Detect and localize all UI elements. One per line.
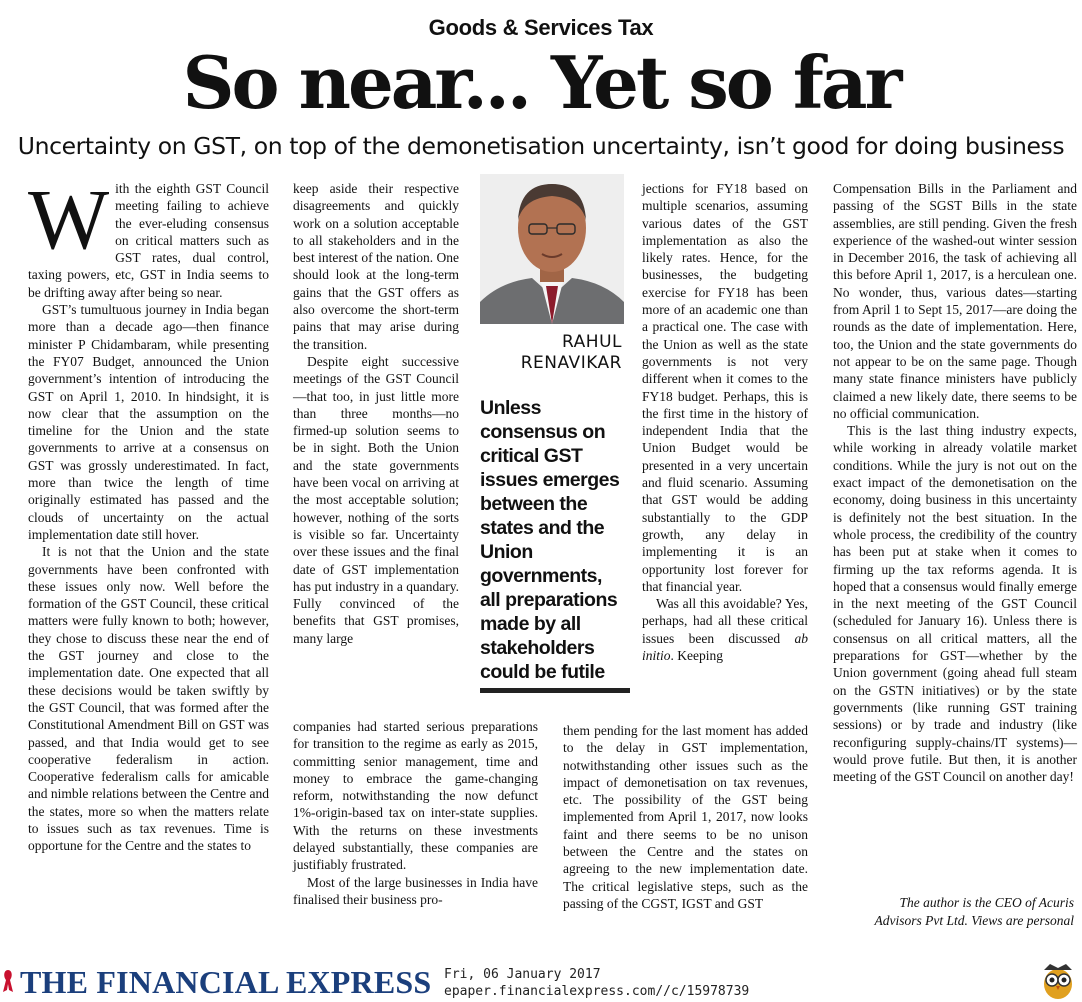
pull-quote: Unless consensus on critical GST issues emerges between the states and the Union governments, all preparations made by all stakeholders could be futile (480, 397, 620, 683)
author-first-name: RAHUL (562, 332, 622, 352)
article-paragraph: companies had started serious preparations for transition to the regime as early as 2015, committing senior management, time and money to embrace the game-changing reform, notwithstanding the now defunct 1%-origin-based tax on inter-state supplies. With the returns on these investments delayed substantially, these companies are justifiably frustrated. (293, 719, 538, 873)
article-column-3 (642, 180, 808, 664)
drop-cap: W (28, 171, 110, 267)
red-ribbon-icon (2, 968, 14, 994)
pull-quote-rule (480, 688, 630, 693)
edition-info (444, 966, 749, 1000)
author-last-name: RENAVIKAR (520, 353, 622, 373)
edition-date: Fri, 06 January 2017 (444, 967, 601, 982)
article-paragraph: Was all this avoidable? Yes, perhaps, had all these critical issues been discussed ab initio. Keeping (642, 596, 808, 664)
masthead-logo[interactable]: THE FINANCIAL EXPRESS (20, 964, 432, 1000)
section-label: Goods & Services Tax (428, 15, 654, 40)
author-note-line: The author is the CEO of Acuris (899, 895, 1074, 910)
deck: Uncertainty on GST, on top of the demonetisation uncertainty, isn’t good for doing business (17, 132, 1065, 160)
article-paragraph: This is the last thing industry expects, while working in already volatile market conditions. While the jury is not out on the exact impact of the demonetisation on the economy, doing business in this uncertainty is definitely not the best situation. In the whole process, the credibility of the country has been put at stake when it comes to firming up the tax reforms agenda. It is hoped that a consensus would finally emerge in the next meeting of the GST Council (scheduled for January 16). Unless there is consensus on all critical matters, all the preparations for GST—whether by the Union government (going ahead full steam on the GSTN initiatives) or by the state governments (like running GST training sessions) or by trade and industry (like reconfiguring supply-chains/IT systems)—would prove futile. But then, it is another meeting of the GST Council on another day! (833, 423, 1077, 785)
owl-mascot-icon (1040, 960, 1076, 1000)
article-column-4 (833, 180, 1077, 785)
headline: So near... Yet so far (182, 40, 900, 125)
article-paragraph: Most of the large businesses in India have finalised their business pro- (293, 874, 538, 907)
article-column-2 (293, 180, 459, 647)
footer (0, 960, 1082, 1002)
article-paragraph: GST’s tumultuous journey in India began more than a decade ago—then finance minister P Chidambaram, while presenting the FY07 Budget, announced the Union government’s intention of introducing the GST on April 1, 2010. In hindsight, it is now clear that the assumption on the timeline for the Union and the state governments to arrive at a consensus on GST was grossly underestimated. In fact, more than twice the length of time originally estimated has passed and the clouds of uncertainty on the actual implementation date still hover. (28, 302, 269, 542)
author-note (875, 894, 1075, 930)
author-byline (478, 332, 622, 374)
article-column-2-lower (293, 718, 538, 908)
article-paragraph: It is not that the Union and the state governments have been confronted with these issues only now. Well before the formation of the GST Council, these critical matters were fully known to both; however, they chose to discuss these near the end of the GST journey and close to the implementation date. One expected that all these decisions would be taken swiftly by the GST Council, that was formed after the Constitutional Amendment Bill on GST was passed, and that India would get to see cooperative federalism in action. Cooperative federalism calls for amicable and nimble relations between the Centre and the states, more so when the matters relate to issues such as tax revenues. Time is opportune for the Centre and the states to (28, 544, 269, 854)
article-paragraph: keep aside their respective disagreements and quickly work on a solution acceptable to all stakeholders and in the best interest of the nation. One should look at the long-term gains that the GST offers as also overcome the short-term pains that may arise during the transition. (293, 181, 459, 352)
article-paragraph: them pending for the last moment has added to the delay in GST implementation, notwithstanding other issues such as the impact of demonetisation on tax revenues, etc. The possibility of the GST being implemented from April 1, 2017, now looks faint and there seems to be no unison between the Centre and the states on agreeing to the new implementation date. The critical legislative steps, such as the passing of the CGST, IGST and GST (563, 723, 808, 911)
article-paragraph: Despite eight successive meetings of the GST Council—that too, in just little more than three months—no firmed-up solution seems to be in sight. Both the Union and the state governments have been vocal on arriving at the most acceptable solution; however, nothing of the sorts is visible so far. Uncertainty over these issues and the final date of GST implementation has put industry in a quandary. Fully convinced of the benefits that GST promises, many large (293, 353, 459, 646)
article-paragraph: With the eighth GST Council meeting failing to achieve the ever-eluding consensus on critical matters such as GST rates, dual control, taxing powers, etc, GST in India seems to be drifting away after being so near. (28, 171, 269, 300)
author-note-line: Advisors Pvt Ltd. Views are personal (874, 913, 1074, 928)
edition-url[interactable]: epaper.financialexpress.com//c/15978739 (444, 984, 750, 999)
article-paragraph: jections for FY18 based on multiple scenarios, assuming various dates of the GST implementation as also the likely rates. Hence, for the businesses, the budgeting exercise for FY18 has been more of an academic one than a practical one. The case with the Union as well as the state governments is not very different when it comes to the FY18 budget. Perhaps, this is the first time in the history of independent India that the Union Budget would be presented in a very uncertain and fluid scenario. Assuming that GST would be adding substantially to the GDP growth, any delay in implementing it is an opportunity lost forever for that financial year. (642, 181, 808, 594)
article-paragraph: Compensation Bills in the Parliament and passing of the SGST Bills in the state assemblies, are still pending. Given the fresh experience of the washed-out winter session in December 2016, the task of achieving all this before April 1, 2017, is a herculean one. No wonder, thus, various dates—starting from April 1 to Sept 15, 2017—are doing the rounds as the date of implementation. Here, too, the Union and the state governments do not appear to be on the same page. Though many state finance ministers have publicly claimed a new likely date, there seems to be no official communication. (833, 181, 1077, 421)
author-photo (480, 174, 624, 324)
ab-initio-italic: ab initio (642, 630, 808, 664)
article-column-3-lower (563, 722, 808, 912)
article-column-1 (28, 171, 269, 855)
